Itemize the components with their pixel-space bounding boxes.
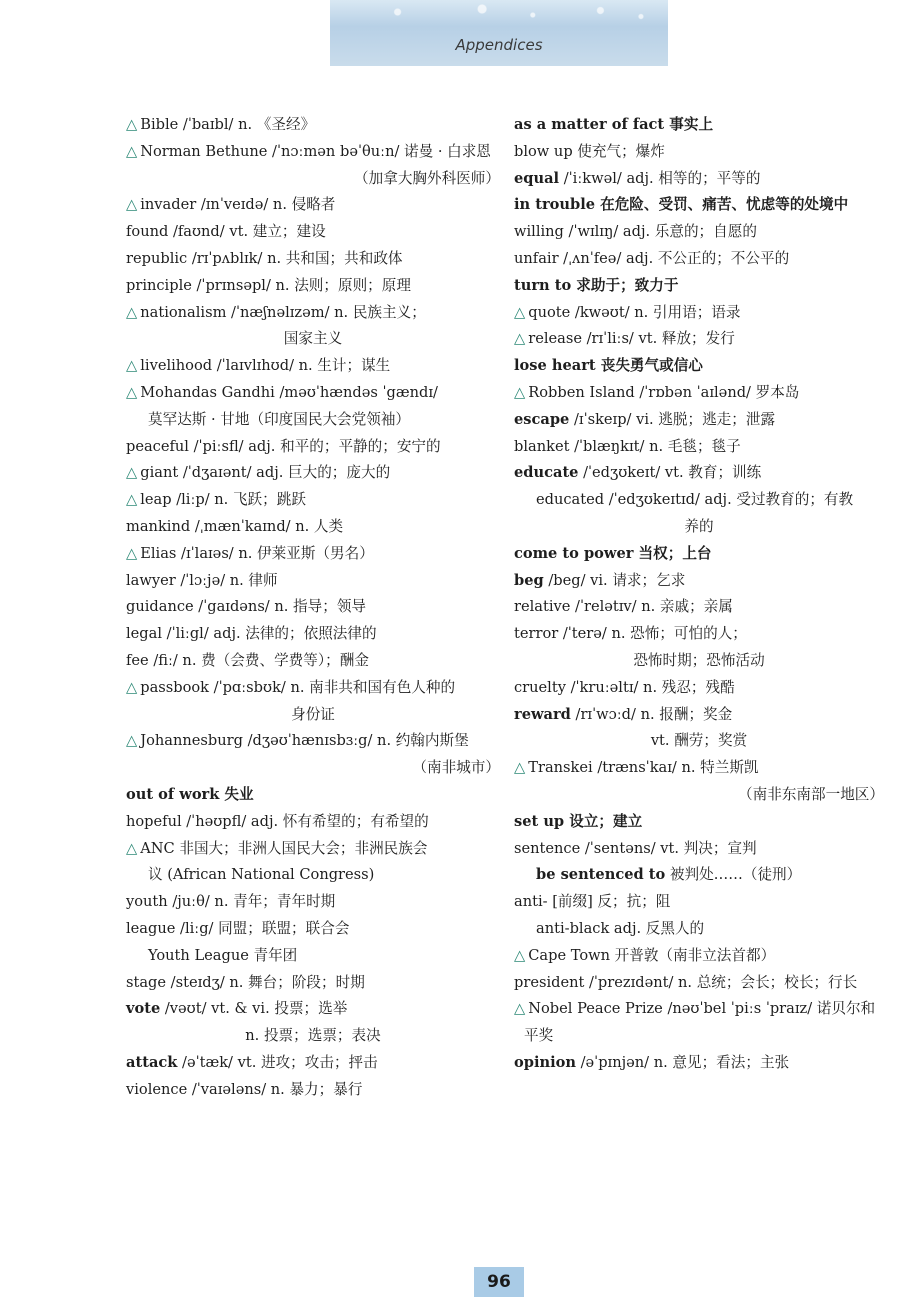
entry-text: blow up 使充气；爆炸 xyxy=(514,142,665,160)
entry-text: youth /juːθ/ n. 青年；青年时期 xyxy=(126,893,336,911)
entry-text: vote /vəʊt/ vt. & vi. 投票；选举 xyxy=(126,1000,348,1018)
entry-text: vt. 酬劳；奖赏 xyxy=(650,732,748,750)
glossary-entry xyxy=(126,996,500,1023)
triangle-marker-icon: △ xyxy=(126,839,138,857)
glossary-entry xyxy=(126,514,500,541)
glossary-entry xyxy=(514,916,884,943)
glossary-entry xyxy=(126,434,500,461)
glossary-entry xyxy=(514,594,884,621)
glossary-entry xyxy=(126,943,500,970)
glossary-entry xyxy=(514,782,884,809)
glossary-entry xyxy=(514,970,884,997)
glossary-entry xyxy=(126,1023,500,1050)
entry-text: president /ˈprezɪdənt/ n. 总统；会长；校长；行长 xyxy=(514,973,858,991)
entry-text: lose heart 丧失勇气或信心 xyxy=(514,357,703,375)
entry-text: hopeful /ˈhəʊpfl/ adj. 怀有希望的；有希望的 xyxy=(126,812,429,830)
entry-text: leap /liːp/ n. 飞跃；跳跃 xyxy=(140,491,306,509)
entry-text: Youth League 青年团 xyxy=(148,946,298,964)
glossary-entry xyxy=(126,139,500,166)
glossary-entry xyxy=(514,139,884,166)
glossary-entry xyxy=(514,996,884,1023)
glossary-entry xyxy=(126,755,500,782)
glossary-entry xyxy=(126,112,500,139)
entry-text: n. 投票；选票；表决 xyxy=(245,1027,381,1045)
glossary-entry xyxy=(126,916,500,943)
entry-text: as a matter of fact 事实上 xyxy=(514,116,714,133)
entry-text: Cape Town 开普敦（南非立法首都） xyxy=(528,946,776,964)
entry-text: （加拿大胸外科医师） xyxy=(354,169,500,187)
entry-text: found /faʊnd/ vt. 建立；建设 xyxy=(126,223,326,241)
entry-text: reward /rɪˈwɔːd/ n. 报酬；奖金 xyxy=(514,705,733,723)
entry-text: guidance /ˈgaɪdəns/ n. 指导；领导 xyxy=(126,598,367,616)
glossary-entry xyxy=(126,460,500,487)
glossary-entry xyxy=(514,407,884,434)
entry-text: anti- [前缀] 反；抗；阻 xyxy=(514,893,671,911)
triangle-marker-icon: △ xyxy=(126,196,138,214)
glossary-entry xyxy=(126,970,500,997)
entry-text: release /rɪˈliːs/ vt. 释放；发行 xyxy=(528,330,735,348)
glossary-entry xyxy=(514,648,884,675)
glossary-entry xyxy=(514,380,884,407)
glossary-entry xyxy=(514,1050,884,1077)
page-header-title: Appendices xyxy=(455,36,543,54)
entry-text: out of work 失业 xyxy=(126,785,254,803)
entry-text: nationalism /ˈnæʃnəlɪzəm/ n. 民族主义； xyxy=(140,303,426,321)
entry-text: educated /ˈedʒʊkeɪtɪd/ adj. 受过教育的；有教 xyxy=(536,491,854,509)
entry-text: terror /ˈterə/ n. 恐怖；可怕的人； xyxy=(514,625,747,643)
entry-text: mankind /ˌmænˈkaɪnd/ n. 人类 xyxy=(126,517,344,535)
glossary-entry xyxy=(514,755,884,782)
entry-text: quote /kwəʊt/ n. 引用语；语录 xyxy=(528,303,741,321)
glossary-entry xyxy=(126,621,500,648)
entry-text: ANC 非国大；非洲人国民大会；非洲民族会 xyxy=(140,839,428,857)
glossary-entry xyxy=(126,219,500,246)
glossary-entry xyxy=(514,246,884,273)
entry-text: 养的 xyxy=(684,517,714,535)
entry-text: Transkei /trænsˈkaɪ/ n. 特兰斯凯 xyxy=(528,759,759,777)
glossary-entry xyxy=(126,836,500,863)
entry-text: come to power 当权；上台 xyxy=(514,544,712,562)
entry-text: equal /ˈiːkwəl/ adj. 相等的；平等的 xyxy=(514,169,761,187)
glossary-entry xyxy=(514,943,884,970)
entry-text: Norman Bethune /ˈnɔːmən bəˈθuːn/ 诺曼 · 白求恩 xyxy=(140,142,491,160)
glossary-entry xyxy=(126,594,500,621)
triangle-marker-icon: △ xyxy=(126,116,138,133)
right-column xyxy=(514,112,884,1077)
entry-text: beg /beg/ vi. 请求；乞求 xyxy=(514,571,686,589)
glossary-entry xyxy=(514,192,884,219)
entry-text: educate /ˈedʒʊkeɪt/ vt. 教育；训练 xyxy=(514,464,762,482)
glossary-entry xyxy=(514,728,884,755)
glossary-entry xyxy=(126,1050,500,1077)
glossary-entry xyxy=(126,246,500,273)
glossary-entry xyxy=(514,809,884,836)
glossary-entry xyxy=(514,166,884,193)
glossary-entry xyxy=(126,728,500,755)
entry-text: league /liːg/ 同盟；联盟；联合会 xyxy=(126,919,350,937)
triangle-marker-icon: △ xyxy=(514,759,526,777)
glossary-entry xyxy=(126,809,500,836)
glossary-entry xyxy=(126,648,500,675)
entry-text: 恐怖时期；恐怖活动 xyxy=(633,651,765,669)
triangle-marker-icon: △ xyxy=(514,330,526,348)
entry-text: willing /ˈwɪlɪŋ/ adj. 乐意的；自愿的 xyxy=(514,223,757,241)
entry-text: 身份证 xyxy=(291,705,335,723)
entry-text: Elias /ɪˈlaɪəs/ n. 伊莱亚斯（男名） xyxy=(140,544,374,562)
glossary-entry xyxy=(126,300,500,327)
entry-text: passbook /ˈpɑːsbʊk/ n. 南非共和国有色人种的 xyxy=(140,678,456,696)
glossary-entry xyxy=(126,782,500,809)
entry-text: livelihood /ˈlaɪvlɪhʊd/ n. 生计；谋生 xyxy=(140,357,391,375)
entry-text: opinion /əˈpɪnjən/ n. 意见；看法；主张 xyxy=(514,1053,790,1071)
entry-text: anti-black adj. 反黑人的 xyxy=(536,919,705,937)
entry-text: violence /ˈvaɪələns/ n. 暴力；暴行 xyxy=(126,1080,363,1098)
entry-text: relative /ˈrelətɪv/ n. 亲戚；亲属 xyxy=(514,598,733,616)
entry-text: legal /ˈliːgl/ adj. 法律的；依照法律的 xyxy=(126,625,377,643)
entry-text: lawyer /ˈlɔːjə/ n. 律师 xyxy=(126,571,278,589)
entry-text: giant /ˈdʒaɪənt/ adj. 巨大的；庞大的 xyxy=(140,464,391,482)
triangle-marker-icon: △ xyxy=(126,732,138,750)
glossary-entry xyxy=(514,836,884,863)
banner-decoration xyxy=(330,0,668,30)
triangle-marker-icon: △ xyxy=(126,303,138,321)
glossary-entry xyxy=(126,192,500,219)
glossary-entry xyxy=(126,1077,500,1104)
entry-text: 平奖 xyxy=(524,1027,554,1045)
triangle-marker-icon: △ xyxy=(126,383,138,401)
glossary-entry xyxy=(514,300,884,327)
left-column xyxy=(126,112,500,1103)
entry-text: invader /ɪnˈveɪdə/ n. 侵略者 xyxy=(140,196,336,214)
glossary-entry xyxy=(514,326,884,353)
glossary-entry xyxy=(514,675,884,702)
triangle-marker-icon: △ xyxy=(126,464,138,482)
glossary-entry xyxy=(126,273,500,300)
triangle-marker-icon: △ xyxy=(514,383,526,401)
glossary-entry xyxy=(514,112,884,139)
entry-text: turn to 求助于；致力于 xyxy=(514,276,679,294)
entry-text: set up 设立；建立 xyxy=(514,812,643,830)
entry-text: peaceful /ˈpiːsfl/ adj. 和平的；平静的；安宁的 xyxy=(126,437,441,455)
glossary-entry xyxy=(514,514,884,541)
glossary-entry xyxy=(514,702,884,729)
entry-text: 莫罕达斯 · 甘地（印度国民大会党领袖） xyxy=(148,410,411,428)
glossary-entry xyxy=(126,541,500,568)
triangle-marker-icon: △ xyxy=(126,357,138,375)
entry-text: Mohandas Gandhi /məʊˈhændəs ˈgændɪ/ xyxy=(140,383,438,401)
entry-text: Johannesburg /dʒəʊˈhænɪsbɜːg/ n. 约翰内斯堡 xyxy=(140,732,469,750)
glossary-entry xyxy=(126,380,500,407)
entry-text: 议 (African National Congress) xyxy=(148,866,375,884)
glossary-entry xyxy=(514,862,884,889)
glossary-entry xyxy=(126,487,500,514)
entry-text: fee /fiː/ n. 费（会费、学费等）；酬金 xyxy=(126,651,369,669)
entry-text: unfair /ˌʌnˈfeə/ adj. 不公正的；不公平的 xyxy=(514,249,790,267)
entry-text: sentence /ˈsentəns/ vt. 判决；宣判 xyxy=(514,839,757,857)
glossary-entry xyxy=(126,675,500,702)
glossary-entry xyxy=(514,621,884,648)
entry-text: principle /ˈprɪnsəpl/ n. 法则；原则；原理 xyxy=(126,276,411,294)
triangle-marker-icon: △ xyxy=(126,142,138,160)
triangle-marker-icon: △ xyxy=(126,544,138,562)
entry-text: Nobel Peace Prize /nəʊˈbel ˈpiːs ˈpraɪz/ 诺贝尔和 xyxy=(528,1000,876,1018)
glossary-entry xyxy=(514,541,884,568)
entry-text: Robben Island /ˈrɒbən ˈaɪlənd/ 罗本岛 xyxy=(528,383,800,401)
glossary-entry xyxy=(126,326,500,353)
glossary-entry xyxy=(514,1023,884,1050)
entry-text: Bible /ˈbaɪbl/ n. 《圣经》 xyxy=(140,116,316,133)
glossary-entry xyxy=(514,568,884,595)
glossary-entry xyxy=(126,568,500,595)
entry-text: be sentenced to 被判处……（徒刑） xyxy=(536,866,802,884)
entry-text: stage /steɪdʒ/ n. 舞台；阶段；时期 xyxy=(126,973,365,991)
entry-text: republic /rɪˈpʌblɪk/ n. 共和国；共和政体 xyxy=(126,249,403,267)
triangle-marker-icon: △ xyxy=(514,1000,526,1018)
glossary-entry xyxy=(126,702,500,729)
triangle-marker-icon: △ xyxy=(126,678,138,696)
header-banner xyxy=(330,0,668,66)
entry-text: cruelty /ˈkruːəltɪ/ n. 残忍；残酷 xyxy=(514,678,735,696)
entry-text: blanket /ˈblæŋkɪt/ n. 毛毯；毯子 xyxy=(514,437,741,455)
entry-text: （南非城市） xyxy=(412,759,500,777)
triangle-marker-icon: △ xyxy=(126,491,138,509)
glossary-entry xyxy=(514,487,884,514)
glossary-entry xyxy=(126,353,500,380)
page-number: 96 xyxy=(474,1267,524,1297)
glossary-entry xyxy=(514,889,884,916)
entry-text: 国家主义 xyxy=(283,330,343,348)
glossary-entry xyxy=(126,862,500,889)
entry-text: attack /əˈtæk/ vt. 进攻；攻击；抨击 xyxy=(126,1053,378,1071)
glossary-entry xyxy=(514,353,884,380)
triangle-marker-icon: △ xyxy=(514,946,526,964)
glossary-entry xyxy=(126,889,500,916)
entry-text: （南非东南部一地区） xyxy=(738,785,884,803)
triangle-marker-icon: △ xyxy=(514,303,526,321)
glossary-entry xyxy=(514,219,884,246)
glossary-entry xyxy=(514,273,884,300)
glossary-entry xyxy=(514,460,884,487)
entry-text: escape /ɪˈskeɪp/ vi. 逃脱；逃走；泄露 xyxy=(514,410,776,428)
entry-text: in trouble 在危险、受罚、痛苦、忧虑等的处境中 xyxy=(514,196,849,214)
glossary-entry xyxy=(514,434,884,461)
glossary-entry xyxy=(126,166,500,193)
glossary-entry xyxy=(126,407,500,434)
